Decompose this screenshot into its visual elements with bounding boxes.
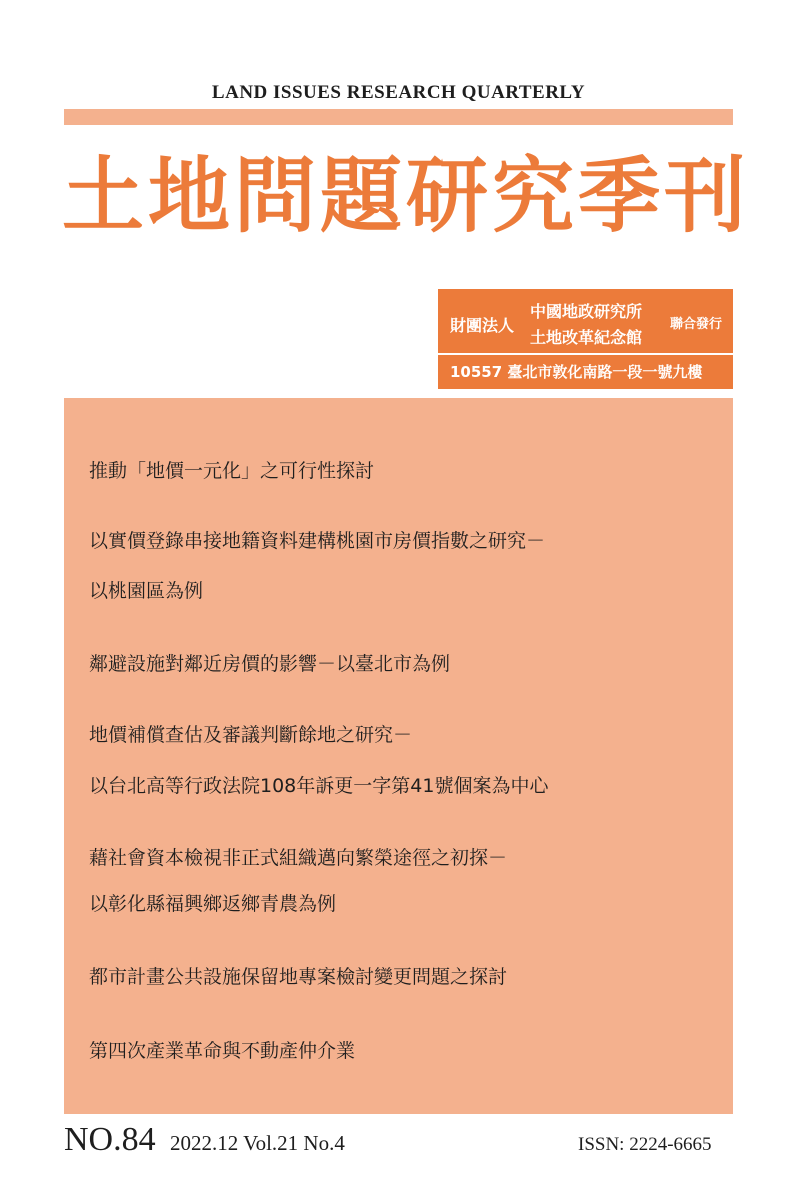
article-5-title-line-2: 以彰化縣福興鄉返鄉青農為例	[89, 893, 337, 915]
article-5-title-line-1: 藉社會資本檢視非正式組織邁向繁榮途徑之初探－	[89, 847, 508, 869]
publisher-label: 財團法人	[450, 316, 515, 335]
article-4-title-line-2: 以台北高等行政法院108年訴更一字第41號個案為中心	[89, 775, 549, 797]
header-band	[64, 109, 733, 125]
publisher-divider	[438, 353, 733, 355]
article-4-title-line-1: 地價補償查估及審議判斷餘地之研究－	[89, 724, 413, 746]
contents-panel	[64, 398, 733, 1114]
article-3-title: 鄰避設施對鄰近房價的影響－以臺北市為例	[89, 653, 451, 675]
publisher-org-1: 中國地政研究所	[530, 302, 643, 321]
article-6-title: 都市計畫公共設施保留地專案檢討變更問題之探討	[89, 966, 508, 988]
publisher-org-2: 土地改革紀念館	[530, 328, 643, 347]
issue-number: NO.84	[64, 1121, 156, 1158]
journal-subtitle-en: LAND ISSUES RESEARCH QUARTERLY	[211, 82, 586, 103]
issn: ISSN: 2224-6665	[578, 1134, 712, 1155]
publisher-joint-label: 聯合發行	[670, 317, 723, 332]
publisher-box	[438, 289, 733, 389]
article-1-title: 推動「地價一元化」之可行性探討	[89, 460, 375, 482]
article-2-title-line-1: 以實價登錄串接地籍資料建構桃園市房價指數之研究－	[89, 530, 546, 552]
issue-date-volume: 2022.12 Vol.21 No.4	[170, 1131, 345, 1155]
journal-title: 土地問題研究季刊	[62, 148, 751, 244]
publisher-address: 10557 臺北市敦化南路一段一號九樓	[450, 363, 703, 381]
article-2-title-line-2: 以桃園區為例	[89, 580, 204, 602]
article-7-title: 第四次產業革命與不動產仲介業	[89, 1040, 356, 1062]
